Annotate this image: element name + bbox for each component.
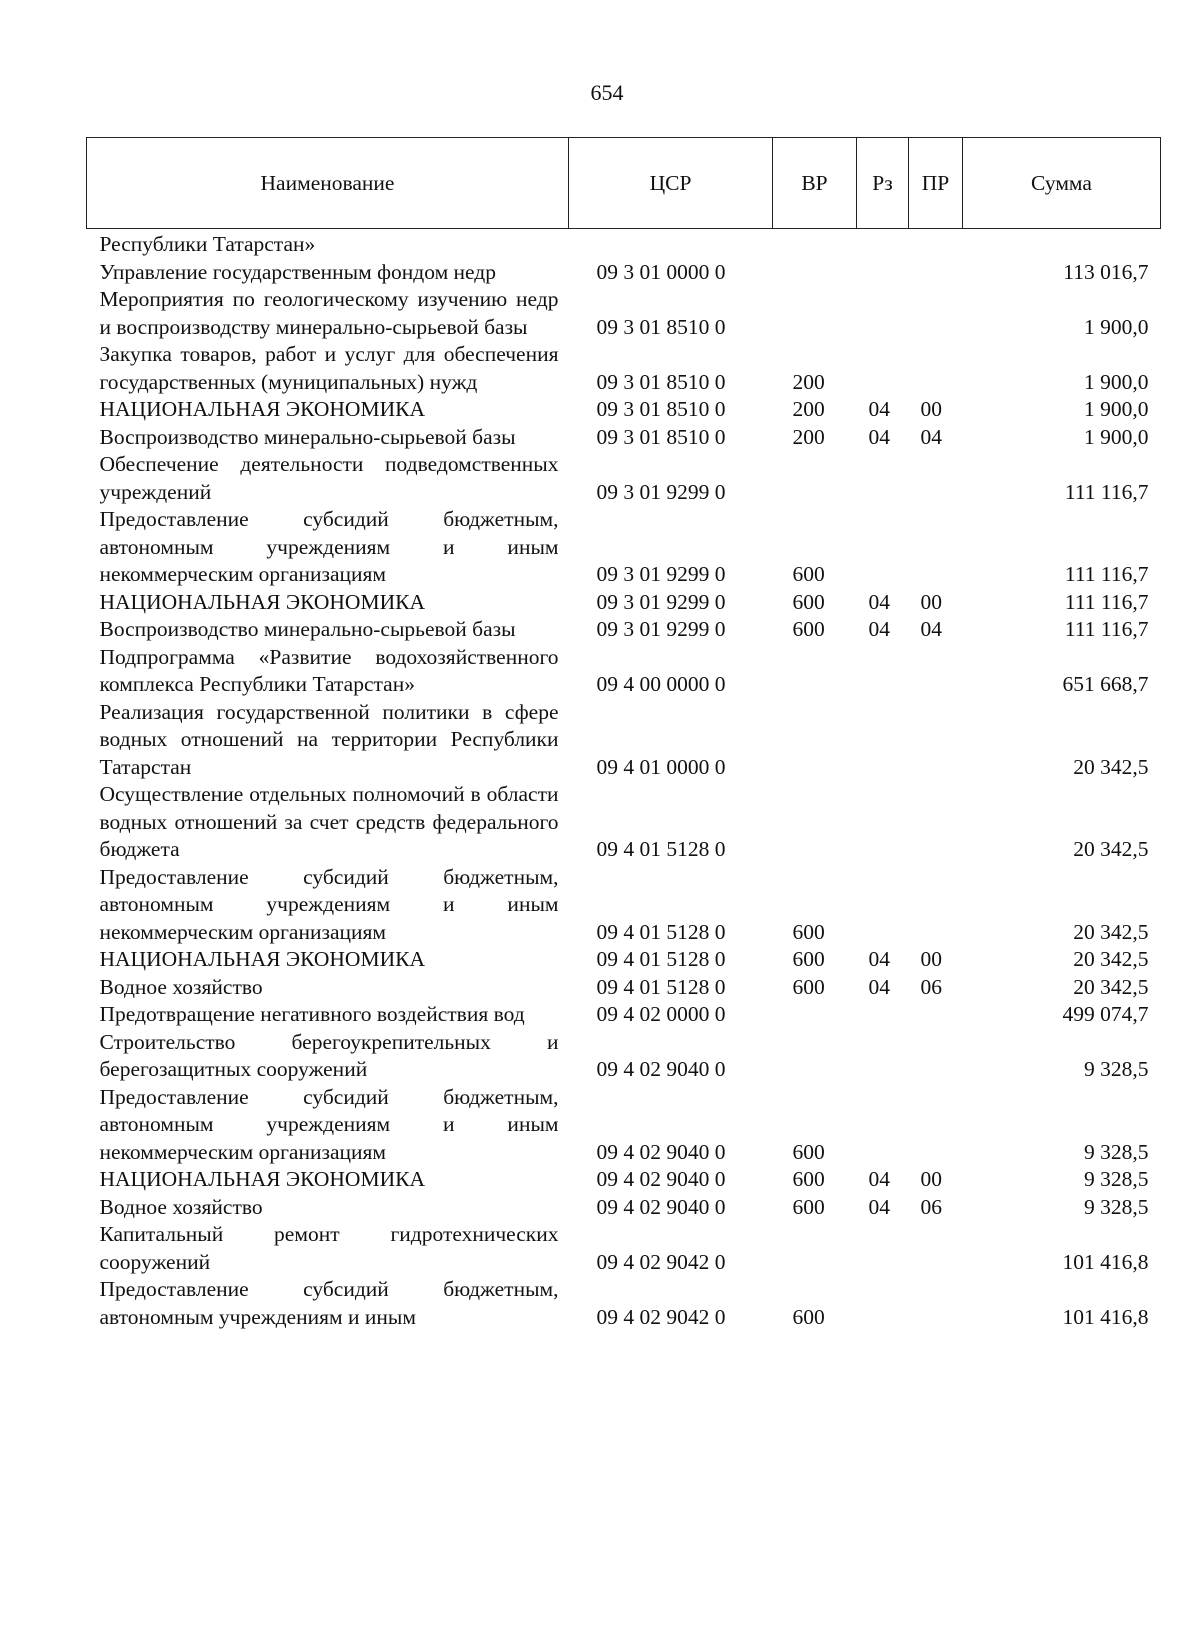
cell-csr: 09 4 01 5128 0	[596, 837, 726, 861]
cell-name: Подпрограмма «Развитие водохозяйственного комплекса Республики Татарстан»	[99, 644, 559, 696]
cell-rz	[857, 1221, 909, 1276]
cell-rz	[857, 1084, 909, 1167]
table-row	[87, 1194, 1161, 1222]
cell-sum: 101 416,8	[1062, 1249, 1149, 1274]
cell-csr: 09 4 02 9040 0	[596, 1139, 726, 1164]
cell-vr	[773, 699, 857, 782]
cell-pr	[909, 864, 963, 947]
header-vr: ВР	[773, 138, 857, 229]
cell-sum: 20 342,5	[1073, 837, 1149, 861]
cell-sum: 20 342,5	[1073, 919, 1149, 944]
cell-rz	[857, 1001, 909, 1029]
cell-sum: 1 900,0	[1084, 424, 1149, 449]
cell-name: Мероприятия по геологическому изучению недр и воспроизводству минерально-сырьевой базы	[99, 287, 559, 339]
header-sum: Сумма	[963, 138, 1161, 229]
table-row	[87, 341, 1161, 396]
table-row	[87, 451, 1161, 506]
cell-name: НАЦИОНАЛЬНАЯ ЭКОНОМИКА	[99, 947, 425, 971]
table-row	[87, 229, 1161, 259]
cell-name: Предоставление субсидий бюджетным, автономным учреждениям и иным некоммерческим организациям	[99, 1084, 559, 1164]
cell-rz: 04	[868, 1167, 890, 1191]
cell-pr	[909, 781, 963, 864]
cell-csr: 09 4 02 9040 0	[596, 1167, 726, 1191]
cell-sum: 20 342,5	[1073, 974, 1149, 999]
cell-rz: 04	[868, 1194, 890, 1219]
cell-sum: 101 416,8	[1062, 1304, 1149, 1329]
cell-rz: 04	[868, 397, 890, 421]
cell-rz	[857, 451, 909, 506]
table-row	[87, 259, 1161, 287]
table-row	[87, 1166, 1161, 1194]
cell-csr: 09 4 01 0000 0	[596, 754, 726, 779]
cell-pr	[909, 699, 963, 782]
cell-name: Строительство берегоукрепительных и берегозащитных сооружений	[99, 1029, 559, 1081]
cell-pr	[909, 506, 963, 589]
cell-name: Предоставление субсидий бюджетным, автономным учреждениям и иным некоммерческим организациям	[99, 507, 559, 586]
cell-vr	[773, 229, 857, 259]
table-row	[87, 864, 1161, 947]
cell-rz	[857, 286, 909, 341]
cell-name: Реализация государственной политики в сфере водных отношений на территории Республики Татарстан	[99, 699, 559, 779]
cell-vr: 600	[792, 562, 825, 586]
table-row	[87, 506, 1161, 589]
table-row	[87, 1084, 1161, 1167]
cell-vr: 600	[792, 617, 825, 641]
cell-sum: 111 116,7	[1064, 479, 1149, 504]
cell-csr: 09 3 01 8510 0	[596, 424, 726, 449]
cell-pr	[909, 1029, 963, 1084]
cell-pr: 06	[920, 1194, 942, 1219]
cell-name: Предотвращение негативного воздействия вод	[99, 1002, 525, 1026]
cell-rz	[857, 506, 909, 589]
cell-rz: 04	[868, 947, 890, 971]
table-row	[87, 699, 1161, 782]
cell-name: Осуществление отдельных полномочий в области водных отношений за счет средств федерального бюджета	[99, 782, 559, 861]
cell-name: Предоставление субсидий бюджетным, автономным учреждениям и иным	[99, 1277, 559, 1329]
cell-rz	[857, 259, 909, 287]
cell-name: Капитальный ремонт гидротехнических сооружений	[99, 1222, 559, 1274]
table-row	[87, 589, 1161, 617]
cell-sum: 1 900,0	[1084, 369, 1149, 394]
cell-csr: 09 4 02 0000 0	[596, 1002, 726, 1026]
cell-rz	[857, 781, 909, 864]
cell-vr: 200	[792, 397, 825, 421]
cell-csr: 09 3 01 9299 0	[596, 479, 726, 504]
cell-name: Воспроизводство минерально-сырьевой базы	[99, 424, 516, 449]
cell-vr	[773, 1221, 857, 1276]
table-row	[87, 616, 1161, 644]
budget-table	[86, 137, 1161, 1331]
cell-sum: 9 328,5	[1084, 1194, 1149, 1219]
cell-name: Управление государственным фондом недр	[99, 259, 497, 284]
cell-vr: 600	[792, 919, 825, 944]
cell-rz	[857, 644, 909, 699]
cell-csr: 09 3 01 8510 0	[596, 314, 726, 339]
cell-vr	[773, 781, 857, 864]
header-name: Наименование	[87, 138, 569, 229]
table-header	[87, 138, 1161, 229]
cell-csr: 09 4 00 0000 0	[596, 672, 726, 696]
cell-csr: 09 3 01 8510 0	[596, 397, 726, 421]
cell-vr: 600	[792, 1139, 825, 1164]
cell-vr: 600	[792, 589, 825, 614]
cell-csr: 09 4 01 5128 0	[596, 974, 726, 999]
cell-sum: 20 342,5	[1073, 947, 1149, 971]
cell-pr	[909, 451, 963, 506]
cell-csr: 09 4 02 9042 0	[596, 1304, 726, 1329]
cell-vr: 200	[792, 369, 825, 394]
cell-rz	[857, 1276, 909, 1331]
cell-csr: 09 4 01 5128 0	[596, 919, 726, 944]
table-row	[87, 1221, 1161, 1276]
cell-name: Водное хозяйство	[99, 1194, 263, 1219]
header-rz: Рз	[857, 138, 909, 229]
table-row	[87, 286, 1161, 341]
cell-sum: 1 900,0	[1084, 397, 1149, 421]
cell-csr: 09 3 01 0000 0	[596, 259, 726, 284]
cell-rz: 04	[868, 974, 890, 999]
cell-pr: 00	[920, 1167, 942, 1191]
header-csr: ЦСР	[569, 138, 773, 229]
cell-name: НАЦИОНАЛЬНАЯ ЭКОНОМИКА	[99, 397, 425, 421]
cell-pr	[909, 1084, 963, 1167]
cell-csr: 09 3 01 9299 0	[596, 617, 726, 641]
cell-pr: 00	[920, 397, 942, 421]
table-body	[87, 229, 1161, 1332]
table-row	[87, 974, 1161, 1002]
cell-vr	[773, 644, 857, 699]
cell-csr	[569, 229, 773, 259]
cell-rz	[857, 229, 909, 259]
cell-vr	[773, 259, 857, 287]
cell-sum: 9 328,5	[1084, 1167, 1149, 1191]
cell-pr: 00	[920, 947, 942, 971]
header-pr: ПР	[909, 138, 963, 229]
cell-sum: 20 342,5	[1073, 754, 1149, 779]
cell-csr: 09 3 01 9299 0	[596, 589, 726, 614]
cell-csr: 09 4 02 9040 0	[596, 1057, 726, 1081]
cell-pr	[909, 229, 963, 259]
cell-vr: 600	[792, 974, 825, 999]
page-number: 654	[590, 80, 624, 105]
cell-vr: 600	[792, 1304, 825, 1329]
cell-sum: 9 328,5	[1084, 1057, 1149, 1081]
table-row	[87, 644, 1161, 699]
cell-pr	[909, 341, 963, 396]
cell-vr: 600	[792, 1194, 825, 1219]
cell-vr	[773, 1029, 857, 1084]
cell-name: Воспроизводство минерально-сырьевой базы	[99, 617, 516, 641]
cell-csr: 09 3 01 9299 0	[596, 562, 726, 586]
cell-rz	[857, 699, 909, 782]
cell-rz	[857, 1029, 909, 1084]
cell-pr	[909, 1001, 963, 1029]
cell-vr	[773, 451, 857, 506]
table-row	[87, 1029, 1161, 1084]
table-row	[87, 946, 1161, 974]
cell-rz	[857, 341, 909, 396]
cell-name: Закупка товаров, работ и услуг для обеспечения государственных (муниципальных) нужд	[99, 342, 559, 394]
cell-name: Предоставление субсидий бюджетным, автономным учреждениям и иным некоммерческим организациям	[99, 864, 559, 944]
cell-sum: 111 116,7	[1064, 589, 1149, 614]
cell-sum: 9 328,5	[1084, 1139, 1149, 1164]
cell-csr: 09 4 02 9042 0	[596, 1249, 726, 1274]
table-row	[87, 424, 1161, 452]
cell-pr	[909, 1221, 963, 1276]
table-row	[87, 396, 1161, 424]
cell-pr: 00	[920, 589, 942, 614]
cell-pr	[909, 259, 963, 287]
cell-sum: 111 116,7	[1064, 562, 1149, 586]
cell-name: НАЦИОНАЛЬНАЯ ЭКОНОМИКА	[99, 589, 425, 614]
cell-sum: 1 900,0	[1084, 314, 1149, 339]
cell-pr	[909, 1276, 963, 1331]
table-row	[87, 1001, 1161, 1029]
table-row	[87, 1276, 1161, 1331]
cell-pr: 04	[920, 424, 942, 449]
cell-csr: 09 4 01 5128 0	[596, 947, 726, 971]
cell-name: Обеспечение деятельности подведомственных учреждений	[99, 452, 559, 504]
cell-csr: 09 3 01 8510 0	[596, 369, 726, 394]
cell-sum: 113 016,7	[1063, 259, 1149, 284]
cell-vr: 600	[792, 1167, 825, 1191]
cell-pr	[909, 644, 963, 699]
cell-pr	[909, 286, 963, 341]
cell-sum: 111 116,7	[1064, 617, 1149, 641]
cell-pr: 06	[920, 974, 942, 999]
table-row	[87, 781, 1161, 864]
cell-vr: 600	[792, 947, 825, 971]
cell-rz: 04	[868, 617, 890, 641]
cell-sum: 651 668,7	[1062, 672, 1149, 696]
cell-rz: 04	[868, 424, 890, 449]
cell-name: Водное хозяйство	[99, 974, 263, 999]
cell-rz: 04	[868, 589, 890, 614]
cell-rz	[857, 864, 909, 947]
cell-pr: 04	[920, 617, 942, 641]
cell-sum: 499 074,7	[1062, 1002, 1149, 1026]
cell-name: НАЦИОНАЛЬНАЯ ЭКОНОМИКА	[99, 1167, 425, 1191]
cell-vr	[773, 1001, 857, 1029]
cell-name: Республики Татарстан»	[99, 232, 316, 256]
cell-sum	[963, 229, 1161, 259]
cell-csr: 09 4 02 9040 0	[596, 1194, 726, 1219]
cell-vr	[773, 286, 857, 341]
cell-vr: 200	[792, 424, 825, 449]
